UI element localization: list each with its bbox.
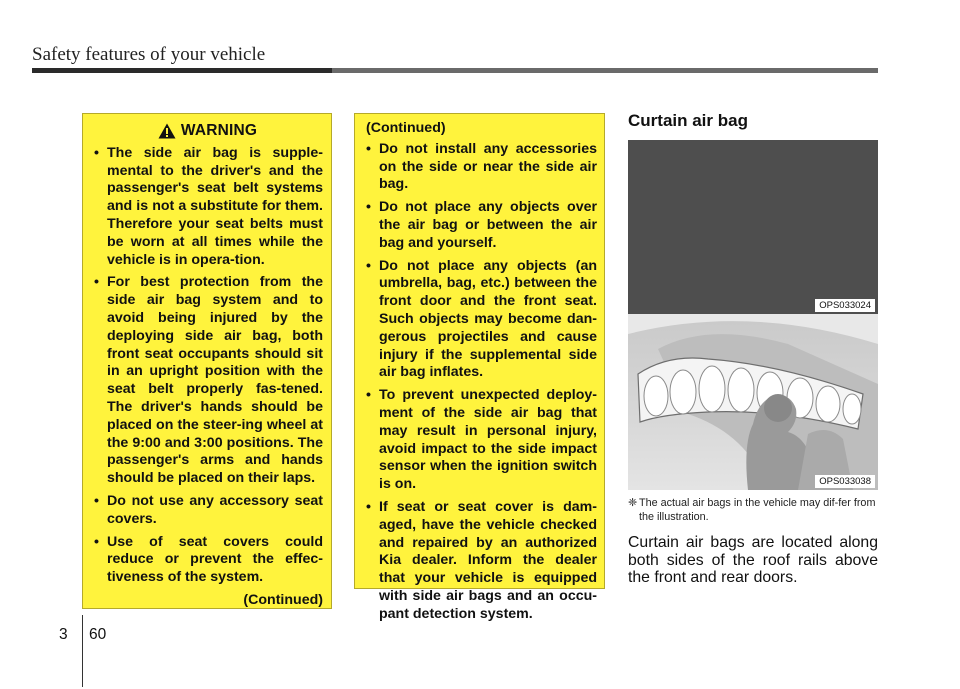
section-title: Curtain air bag (628, 111, 748, 130)
footer-rule (82, 615, 83, 687)
warning-triangle-icon (158, 123, 176, 139)
illustration-dark (628, 140, 878, 315)
warning-item: • Do not place any objects over the air bag or between the air bag and yourself. (364, 199, 597, 252)
curtain-description: Curtain air bags are located along both sides of the roof rails above the front and rear doors. (628, 534, 878, 586)
warning-item: • The side air bag is supple-mental to the driver's and the passenger's seat belt systems and is not a substitute for them. Therefore your seat belts must be worn at all times while the vehicle is in opera-tion. (92, 145, 323, 270)
image-code: OPS033024 (815, 299, 875, 312)
chapter-number: 3 (59, 626, 68, 643)
warning-item: • If seat or seat cover is dam-aged, have the vehicle checked and repaired by an authorized Kia dealer. Inform the dealer that your vehicle is equipped with side air bags and an occu-pant detection system. (364, 499, 597, 624)
note-text: The actual air bags in the vehicle may dif-fer from the illustration. (639, 497, 876, 523)
warning-item: • Do not install any accessories on the side or near the side air bag. (364, 141, 597, 194)
warning-item: • Do not place any objects (an umbrella, bag, etc.) between the front door and the front seat. Such objects may become dan-gerous projectiles and cause injury if the supplemental side air bag inflates. (364, 258, 597, 383)
warning-heading (92, 122, 323, 140)
warning-continued-box (354, 113, 605, 622)
page-header-title: Safety features of your vehicle (32, 44, 266, 65)
continued-label: (Continued) (243, 591, 323, 608)
warning-item: • Use of seat covers could reduce or prevent the effec-tiveness of the system. (92, 534, 323, 587)
curtain-airbag-illustration (628, 314, 878, 490)
continued-label: (Continued) (366, 120, 446, 136)
note-symbol-icon: ❈ (628, 497, 638, 509)
illustration-note (628, 496, 878, 524)
warning-item: • For best protection from the side air bag system and to avoid being injured by the deploying side air bag, both front seat occupants should sit in an upright position with the seat belt properly fas-tened. The driver's hands should be placed on the steer-ing wheel at the 9:00 and 3:00 positions. The passenger's arms and hands should be placed on their laps. (92, 274, 323, 488)
warning-list (364, 141, 597, 624)
warning-item: • Do not use any accessory seat covers. (92, 493, 323, 529)
warning-item: • To prevent unexpected deploy-ment of the side air bag that may result in personal injury, avoid impact to the side impact sensor when the ignition switch is on. (364, 387, 597, 494)
warning-list (92, 145, 323, 587)
image-code: OPS033038 (815, 475, 875, 488)
page-number: 60 (89, 626, 107, 643)
curtain-airbag-drawing (628, 314, 878, 490)
header-rule (32, 68, 878, 73)
warning-box (82, 113, 332, 609)
warning-heading-text: WARNING (180, 122, 258, 139)
